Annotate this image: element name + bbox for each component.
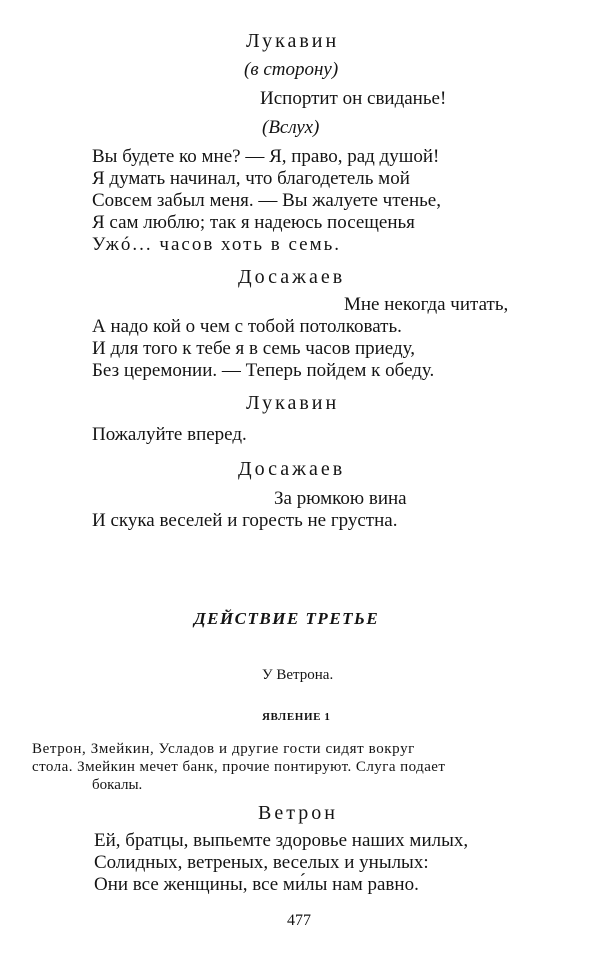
speaker-vetron: Ветрон — [258, 802, 338, 824]
verse-line: Мне некогда читать, — [344, 294, 509, 315]
speaker-dosazhaev: Досажаев — [238, 266, 346, 288]
speaker-dosazhaev: Досажаев — [238, 458, 346, 480]
verse-line: А надо кой о чем с тобой потолковать. — [92, 316, 402, 337]
verse-line: Пожалуйте вперед. — [92, 424, 247, 445]
act-title: ДЕЙСТВИЕ ТРЕТЬЕ — [194, 609, 380, 628]
verse-line: Без церемонии. — Теперь пойдем к обеду. — [92, 360, 435, 381]
verse-line: Ужó... часов хоть в семь. — [92, 234, 342, 255]
verse-line: Я сам люблю; так я надеюсь посещенья — [92, 212, 415, 233]
stage-aside: (Вслух) — [262, 117, 320, 138]
verse-line: Вы будете ко мне? — Я, право, рад душой! — [92, 146, 440, 167]
page-number: 477 — [287, 912, 311, 929]
verse-line: И для того к тебе я в семь часов приеду, — [92, 338, 415, 359]
verse-line: Солидных, ветреных, веселых и унылых: — [94, 852, 429, 873]
stage-direction-line: бокалы. — [92, 777, 143, 793]
speaker-lukavin: Лукавин — [246, 392, 340, 414]
stage-aside: (в сторону) — [244, 59, 339, 80]
verse-line: Я думать начинал, что благодетель мой — [92, 168, 410, 189]
stage-direction-line: стола. Змейкин мечет банк, прочие понтируют. Слуга подает — [32, 759, 446, 775]
verse-line: За рюмкою вина — [274, 488, 407, 509]
scene-label: ЯВЛЕНИЕ 1 — [262, 711, 331, 723]
speaker-lukavin: Лукавин — [246, 30, 340, 52]
verse-line: Они все женщины, все ми́лы нам равно. — [94, 874, 419, 895]
stage-direction-line: Ветрон, Змейкин, Усладов и другие гости сидят вокруг — [32, 741, 415, 757]
verse-line: Ей, братцы, выпьемте здоровье наших милых, — [94, 830, 469, 851]
verse-line: Совсем забыл меня. — Вы жалуете чтенье, — [92, 190, 441, 211]
verse-line: И скука веселей и горесть не грустна. — [92, 510, 398, 531]
scene-setting: У Ветрона. — [262, 667, 334, 683]
verse-line: Испортит он свиданье! — [260, 88, 447, 109]
